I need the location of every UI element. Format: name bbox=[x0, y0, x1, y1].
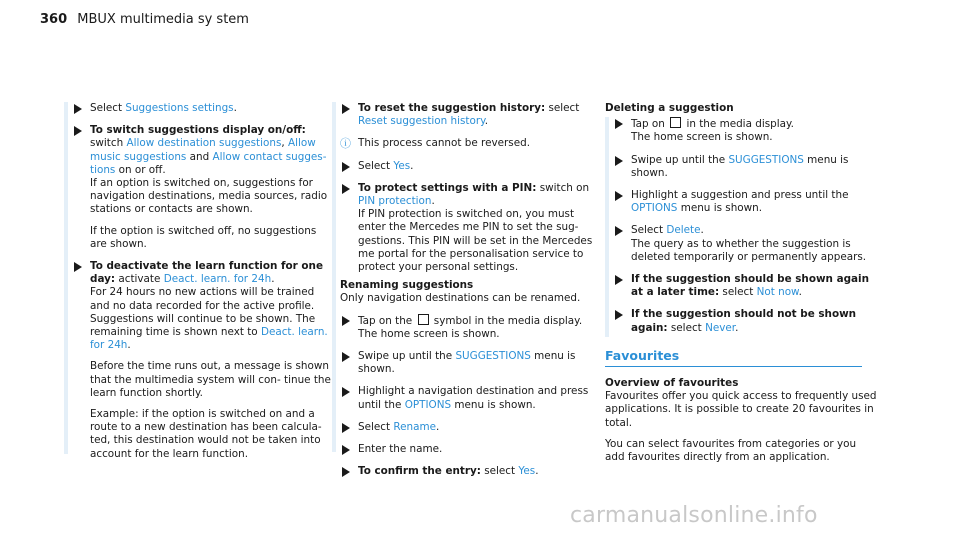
link-never[interactable]: Never bbox=[705, 321, 736, 334]
renaming-heading: Renaming suggestions bbox=[340, 279, 474, 292]
step-not-now bbox=[605, 273, 877, 299]
link-allow-contact[interactable]: Allow contact sugges- tions bbox=[90, 150, 327, 176]
step-title: To protect settings with a PIN: bbox=[358, 181, 537, 194]
text: symbol in the media display. bbox=[430, 314, 583, 327]
text: . bbox=[484, 115, 489, 128]
link-yes[interactable]: Yes bbox=[393, 159, 411, 172]
paragraph: Before the time runs out, a message is shown that the multimedia system will con- tinue the learn function shortly. bbox=[90, 360, 331, 399]
step-select-yes bbox=[332, 160, 602, 173]
text: . bbox=[271, 273, 275, 286]
step-arrow-icon bbox=[74, 104, 82, 114]
text: . bbox=[735, 321, 739, 334]
step-arrow-icon bbox=[342, 162, 350, 172]
link-deact-learn[interactable]: Deact. learn. for 24h bbox=[163, 273, 272, 286]
step-title: To confirm the entry: bbox=[358, 465, 481, 478]
text: activate bbox=[115, 273, 164, 286]
step-confirm-entry bbox=[332, 465, 602, 478]
favourites-paragraph-2: You can select favourites from categories or you add favourites directly from an application. bbox=[605, 437, 857, 464]
step-title: To switch suggestions display on/off: bbox=[90, 124, 306, 137]
step-arrow-icon bbox=[615, 119, 623, 129]
link-rename[interactable]: Rename bbox=[393, 420, 436, 433]
text: select bbox=[667, 321, 706, 334]
text: Swipe up until the bbox=[358, 350, 456, 363]
column-1 bbox=[64, 102, 334, 470]
text: . bbox=[431, 195, 435, 208]
step-swipe-up bbox=[605, 154, 877, 180]
link-yes-confirm[interactable]: Yes bbox=[518, 465, 536, 478]
link-options[interactable]: OPTIONS bbox=[631, 202, 678, 215]
note-text: This process cannot be reversed. bbox=[358, 137, 530, 150]
text: Enter the name. bbox=[358, 443, 443, 456]
link-pin-protection[interactable]: PIN protection bbox=[358, 195, 432, 208]
text: The home screen is shown. bbox=[631, 131, 773, 144]
favourites-heading: Favourites bbox=[605, 349, 862, 367]
step-arrow-icon bbox=[342, 387, 350, 397]
text: in the media display. bbox=[683, 118, 794, 131]
link-reset-history[interactable]: Reset suggestion history bbox=[358, 115, 485, 128]
link-allow-music[interactable]: Allow music suggestions bbox=[90, 137, 316, 163]
note bbox=[332, 137, 602, 150]
step-select-suggestions-settings bbox=[64, 102, 334, 115]
step-arrow-icon bbox=[615, 191, 623, 201]
text: menu is shown. bbox=[677, 202, 763, 215]
text: on or off. bbox=[115, 163, 166, 176]
step-arrow-icon bbox=[615, 310, 623, 320]
step-title: To deactivate the learn function for one day: bbox=[90, 260, 323, 286]
text: Tap on bbox=[631, 118, 669, 131]
step-highlight-suggestion bbox=[605, 189, 877, 215]
text: switch on bbox=[536, 181, 590, 194]
text: . bbox=[435, 420, 440, 433]
step-arrow-icon bbox=[74, 262, 82, 272]
text: For 24 hours no new actions will be trained and no data recorded for the active profile. Suggestions will continue to be shown. The remaining time is shown next to bbox=[90, 286, 316, 339]
paragraph: If an option is switched on, suggestions for navigation destinations, media sources, radio stations or contacts are shown. bbox=[90, 177, 328, 216]
text: Select bbox=[358, 159, 394, 172]
step-pin-protection bbox=[332, 182, 602, 274]
page-title: MBUX multimedia sy stem bbox=[77, 12, 249, 27]
step-never bbox=[605, 308, 877, 334]
link-delete[interactable]: Delete bbox=[666, 224, 701, 237]
step-arrow-icon bbox=[342, 316, 350, 326]
deleting-steps bbox=[605, 117, 877, 335]
column-3 bbox=[605, 102, 877, 472]
renaming-text: Only navigation destinations can be renamed. bbox=[340, 292, 581, 305]
step-arrow-icon bbox=[615, 275, 623, 285]
link-suggestions-settings[interactable]: Suggestions settings bbox=[125, 102, 234, 114]
step-arrow-icon bbox=[342, 467, 350, 477]
step-arrow-icon bbox=[342, 104, 350, 114]
favourites-paragraph-1: Favourites offer you quick access to frequently used applications. It is possible to create 20 favourites in total. bbox=[605, 390, 877, 429]
text: . bbox=[127, 339, 131, 352]
step-tap-home bbox=[605, 117, 877, 144]
step-swipe-up bbox=[332, 350, 602, 376]
step-title: To reset the suggestion history: bbox=[358, 102, 546, 114]
text: menu is shown. bbox=[631, 153, 849, 179]
step-arrow-icon bbox=[342, 352, 350, 362]
text: menu is shown. bbox=[451, 398, 536, 411]
step-deactivate-learn bbox=[64, 260, 334, 461]
text: Swipe up until the bbox=[631, 153, 729, 166]
step-highlight-destination bbox=[332, 385, 602, 411]
step-title: If the suggestion should be shown again at a later time: bbox=[631, 273, 869, 299]
link-deact-learn-2[interactable]: Deact. learn. for 24h bbox=[90, 326, 328, 352]
text: , bbox=[281, 137, 288, 150]
step-reset-history bbox=[332, 102, 602, 128]
text: Highlight a navigation destination and press until the bbox=[358, 385, 589, 411]
step-arrow-icon bbox=[615, 226, 623, 236]
favourites-subheading: Overview of favourites bbox=[605, 377, 739, 390]
text: Select bbox=[90, 102, 126, 114]
text: . bbox=[535, 465, 539, 478]
text: Select bbox=[358, 420, 394, 433]
step-enter-name bbox=[332, 443, 602, 456]
text: . bbox=[798, 286, 802, 299]
step-arrow-icon bbox=[342, 423, 350, 433]
text: Highlight a suggestion and press until the bbox=[631, 189, 849, 202]
link-not-now[interactable]: Not now bbox=[756, 286, 799, 299]
link-allow-destination[interactable]: Allow destination suggestions bbox=[126, 137, 282, 150]
column-2 bbox=[332, 102, 602, 487]
text: . bbox=[700, 224, 704, 237]
text: The home screen is shown. bbox=[358, 327, 500, 340]
info-icon: ⓘ bbox=[340, 137, 351, 151]
step-select-rename bbox=[332, 421, 602, 434]
page-header bbox=[40, 12, 249, 27]
text: menu is shown. bbox=[358, 350, 576, 376]
step-select-delete bbox=[605, 224, 877, 264]
step-title: If the suggestion should not be shown again: bbox=[631, 308, 857, 334]
text: select bbox=[480, 465, 519, 478]
step-arrow-icon bbox=[615, 156, 623, 166]
paragraph: If PIN protection is switched on, you must enter the Mercedes me PIN to set the sug- gestions. This PIN will be set in the Mercedes me portal for the personalisation service to protect your personal settings. bbox=[358, 208, 593, 274]
step-arrow-icon bbox=[342, 445, 350, 455]
step-switch-display bbox=[64, 124, 334, 251]
watermark: carmanualsonline.info bbox=[570, 503, 818, 528]
text: select bbox=[545, 102, 580, 114]
home-icon bbox=[418, 314, 429, 325]
link-suggestions[interactable]: SUGGESTIONS bbox=[728, 153, 804, 166]
link-suggestions[interactable]: SUGGESTIONS bbox=[455, 350, 531, 363]
home-icon bbox=[670, 117, 681, 128]
text: select bbox=[719, 286, 757, 299]
text: . bbox=[233, 102, 237, 114]
text: . bbox=[410, 159, 414, 172]
text: The query as to whether the suggestion is deleted temporarily or permanently appears. bbox=[631, 237, 867, 263]
link-options[interactable]: OPTIONS bbox=[404, 398, 452, 411]
page-number: 360 bbox=[40, 12, 68, 27]
deleting-heading: Deleting a suggestion bbox=[605, 102, 734, 114]
paragraph: If the option is switched off, no suggestions are shown. bbox=[90, 224, 317, 250]
step-tap-home bbox=[332, 314, 602, 341]
text: and bbox=[186, 150, 213, 163]
paragraph: Example: if the option is switched on and a route to a new destination has been calcula- ted, this destination would not be taken into account for the learn function. bbox=[90, 408, 322, 460]
step-arrow-icon bbox=[342, 184, 350, 194]
text: switch bbox=[90, 137, 127, 150]
text: Tap on the bbox=[358, 314, 416, 327]
text: Select bbox=[631, 224, 667, 237]
step-arrow-icon bbox=[74, 126, 82, 136]
